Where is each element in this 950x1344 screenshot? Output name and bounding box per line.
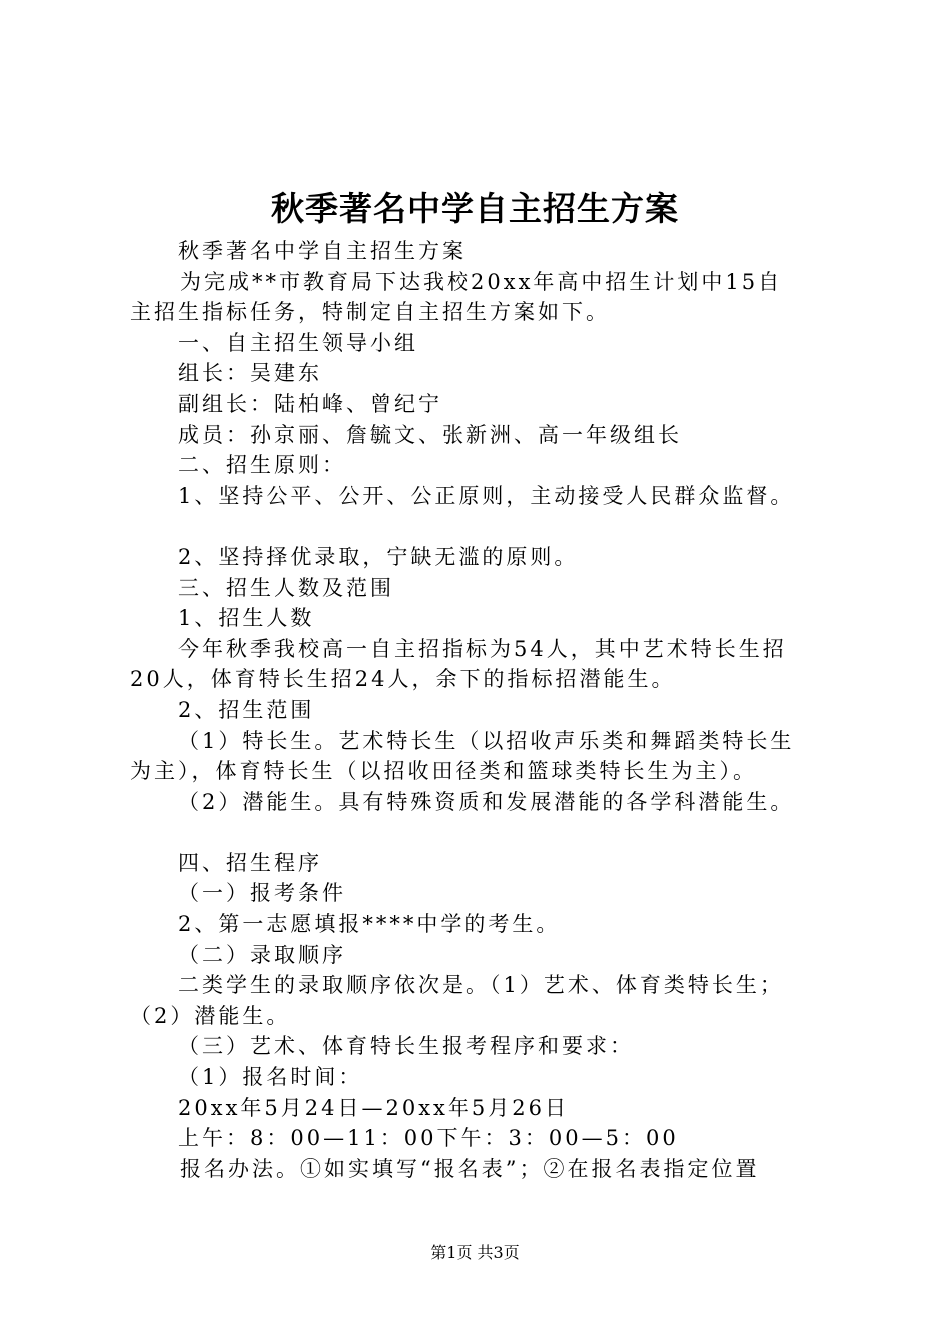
paragraph-quota-line2: 20人，体育特长生招24人，余下的指标招潜能生。: [130, 667, 676, 692]
paragraph-order-line1: 二类学生的录取顺序依次是。（1）艺术、体育类特长生；: [178, 973, 784, 998]
paragraph-leader: 组长：吴建东: [178, 361, 322, 386]
paragraph-intro-line1: 为完成**市教育局下达我校20xx年高中招生计划中15自: [180, 269, 783, 294]
paragraph-principle-2: 2、坚持择优录取，宁缺无滥的原则。: [178, 544, 579, 569]
paragraph-subtitle: 秋季著名中学自主招生方案: [178, 239, 466, 263]
section-heading-principles: 二、招生原则：: [178, 453, 346, 478]
paragraph-quota-line1: 今年秋季我校高一自主招指标为54人，其中艺术特长生招: [178, 636, 787, 661]
paragraph-registration-method: 报名办法。①如实填写“报名表”；②在报名表指定位置: [180, 1156, 760, 1181]
paragraph-intro-line2: 主招生指标任务，特制定自主招生方案如下。: [130, 300, 610, 325]
blank-line: [130, 817, 830, 848]
document-body: [130, 236, 830, 1184]
paragraph-registration-hours: 上午：8：00—11：00下午：3：00—5：00: [178, 1126, 679, 1151]
subheading-scope: 2、招生范围: [178, 697, 315, 722]
section-heading-quota: 三、招生人数及范围: [178, 575, 394, 600]
subheading-admission-order: （二）录取顺序: [178, 942, 346, 967]
blank-line: [130, 511, 830, 542]
paragraph-principle-1: 1、坚持公平、公开、公正原则，主动接受人民群众监督。: [178, 483, 795, 508]
paragraph-members: 成员：孙京丽、詹毓文、张新洲、高一年级组长: [178, 422, 682, 447]
paragraph-scope-1-line1: （1）特长生。艺术特长生（以招收声乐类和舞蹈类特长生: [178, 728, 795, 753]
subheading-specialty-procedure: （三）艺术、体育特长生报考程序和要求：: [178, 1034, 634, 1059]
document-title: 秋季著名中学自主招生方案: [271, 189, 679, 228]
subheading-registration-time: （1）报名时间：: [178, 1065, 363, 1090]
page-footer: 第1页 共3页: [430, 1243, 520, 1262]
paragraph-deputy-leader: 副组长：陆柏峰、曾纪宁: [178, 391, 442, 416]
paragraph-scope-2: （2）潜能生。具有特殊资质和发展潜能的各学科潜能生。: [178, 789, 795, 814]
subheading-conditions: （一）报考条件: [178, 881, 346, 906]
paragraph-order-line2: （2）潜能生。: [130, 1003, 291, 1028]
section-heading-procedure: 四、招生程序: [178, 850, 322, 875]
subheading-quota: 1、招生人数: [178, 606, 315, 631]
section-heading-leadership: 一、自主招生领导小组: [178, 330, 418, 355]
paragraph-scope-1-line2: 为主），体育特长生（以招收田径类和篮球类特长生为主）。: [130, 759, 757, 784]
paragraph-condition-2: 2、第一志愿填报****中学的考生。: [178, 912, 561, 937]
paragraph-registration-dates: 20xx年5月24日—20xx年5月26日: [178, 1095, 569, 1120]
